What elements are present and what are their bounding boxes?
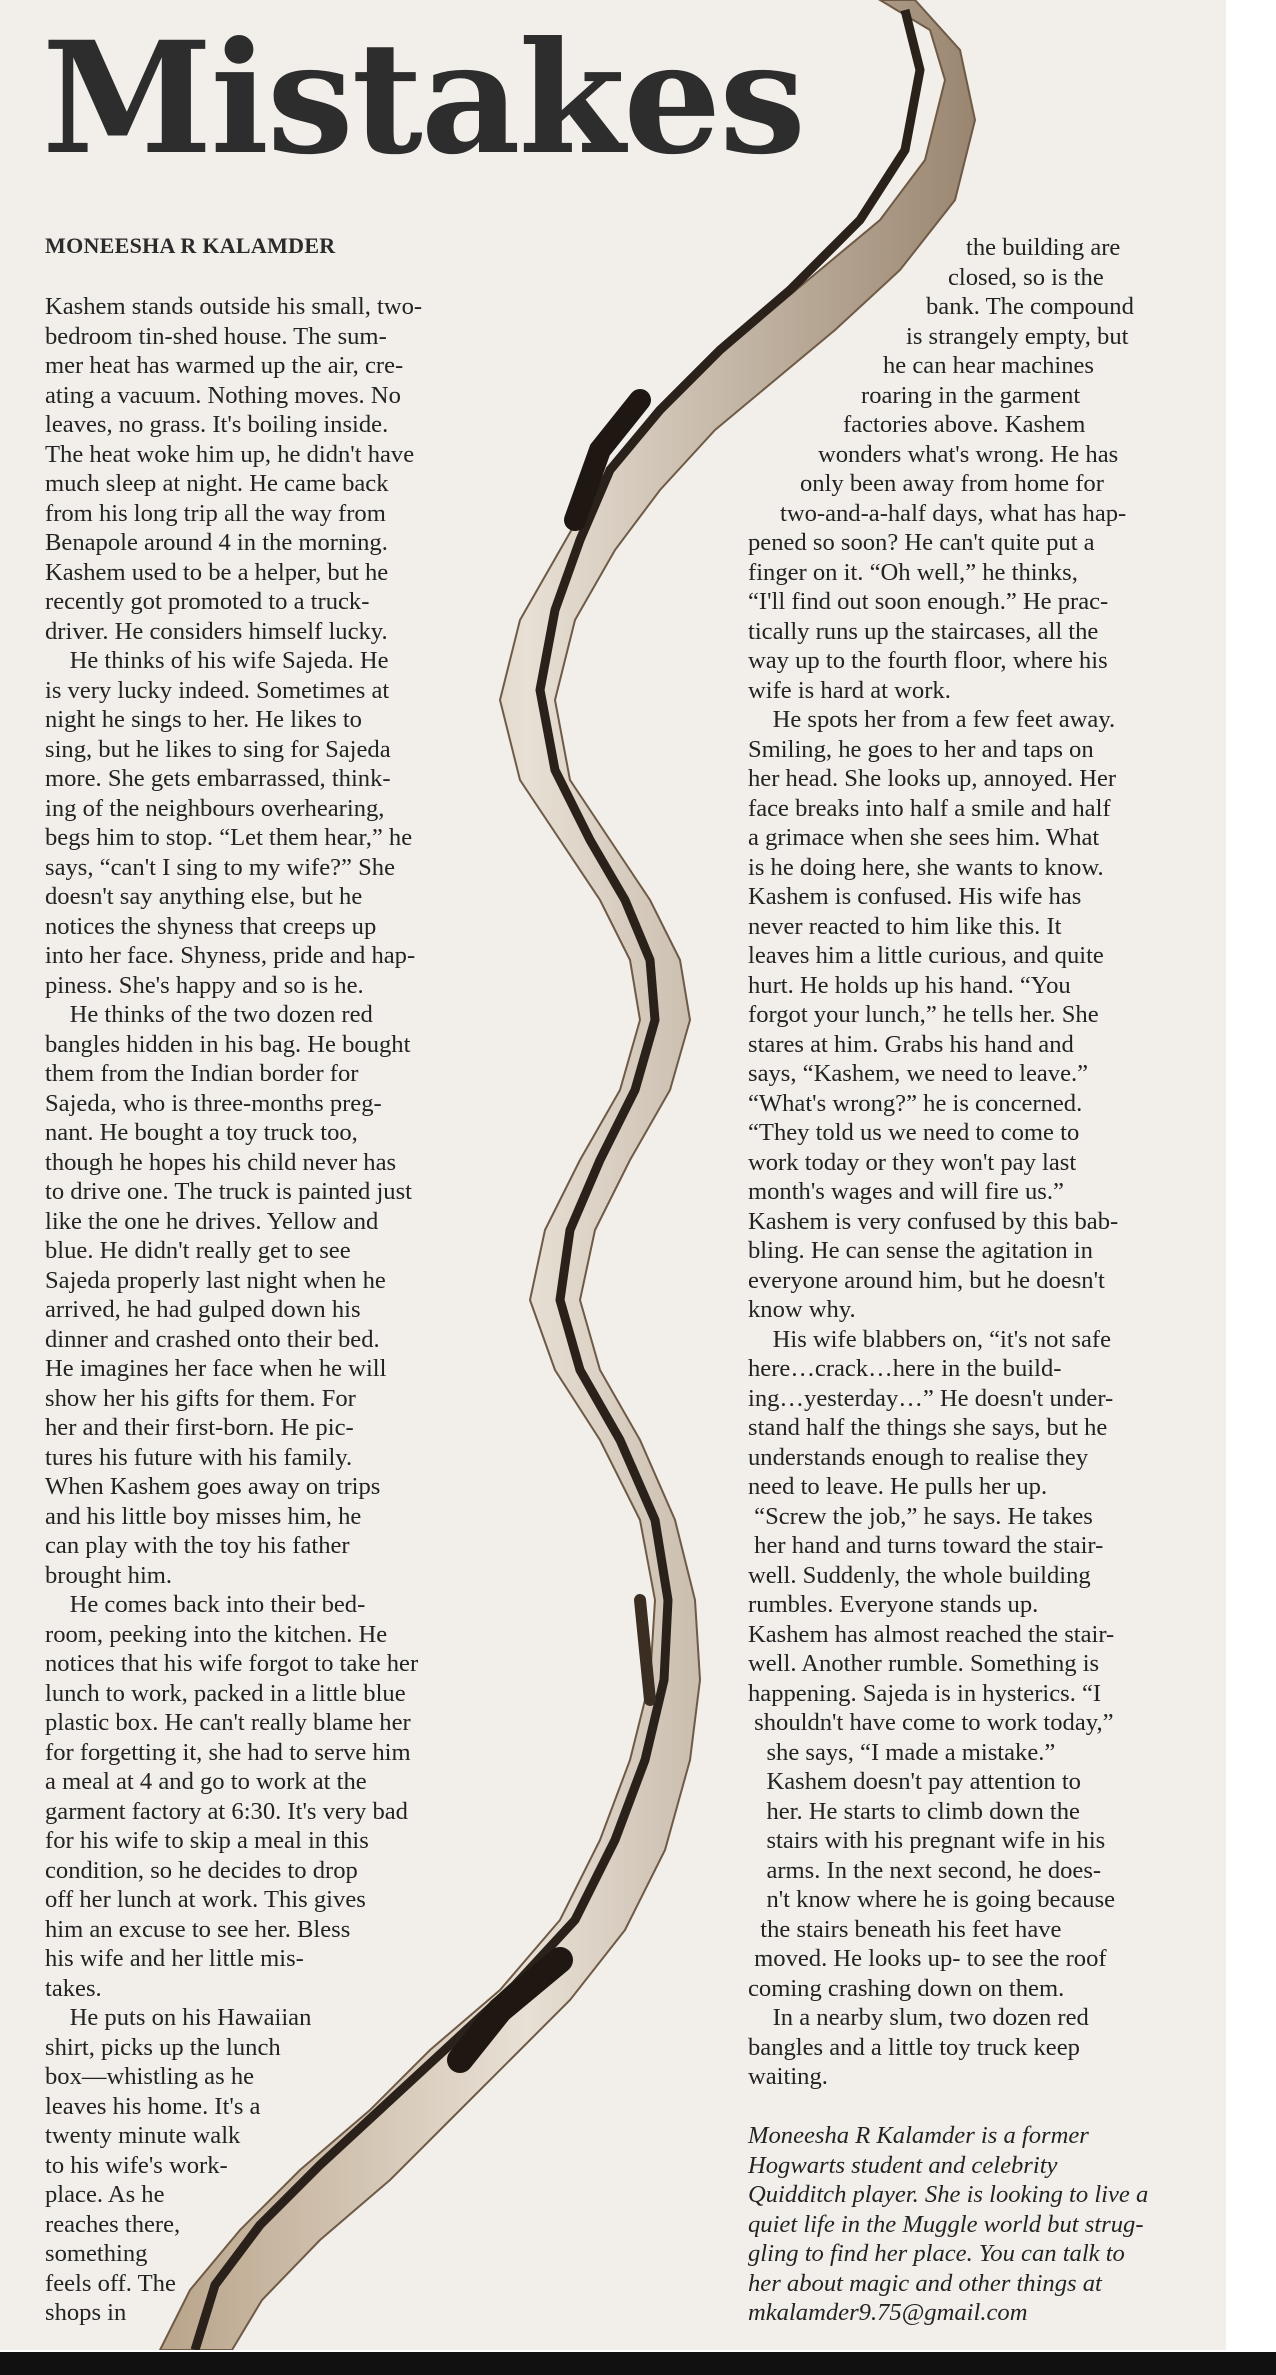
author-bio-line: quiet life in the Muggle world but strug-: [748, 2210, 1144, 2238]
article-text-line: to drive one. The truck is painted just: [45, 1178, 413, 1205]
article-text-line: bedroom tin-shed house. The sum-: [45, 322, 387, 350]
article-text-line: shouldn't have come to work today,”: [748, 1709, 1114, 1736]
author-bio-line: mkalamder9.75@gmail.com: [748, 2299, 1028, 2326]
article-text-line: him an excuse to see her. Bless: [45, 1915, 351, 1943]
article-text-line: only been away from home for: [800, 470, 1104, 497]
article-text-line: bank. The compound: [926, 293, 1134, 320]
article-text-line: is very lucky indeed. Sometimes at: [45, 676, 390, 704]
article-text-line: her hand and turns toward the stair-: [748, 1532, 1104, 1559]
article-text-line: Kashem has almost reached the stair-: [748, 1620, 1115, 1648]
article-text-line: place. As he: [45, 2181, 165, 2208]
article-text-line: feels off. The: [45, 2269, 176, 2297]
article-text-line: When Kashem goes away on trips: [45, 1473, 381, 1500]
article-text-line: never reacted to him like this. It: [748, 912, 1062, 940]
article-text-line: everyone around him, but he doesn't: [748, 1266, 1105, 1294]
article-text-line: waiting.: [748, 2063, 828, 2090]
article-text-line: can play with the toy his father: [45, 1532, 350, 1559]
article-text-line: forgot your lunch,” he tells her. She: [748, 1001, 1099, 1028]
article-text-line: blue. He didn't really get to see: [45, 1237, 351, 1264]
article-text-line: stares at him. Grabs his hand and: [748, 1030, 1074, 1058]
article-text-line: and his little boy misses him, he: [45, 1502, 362, 1530]
article-text-line: room, peeking into the kitchen. He: [45, 1620, 388, 1648]
article-text-line: stairs with his pregnant wife in his: [748, 1827, 1106, 1854]
article-text-line: bangles hidden in his bag. He bought: [45, 1030, 411, 1058]
article-text-line: His wife blabbers on, “it's not safe: [748, 1325, 1112, 1353]
article-text-line: “I'll find out soon enough.” He prac-: [748, 588, 1109, 615]
article-text-line: n't know where he is going because: [748, 1886, 1116, 1913]
article-text-line: Kashem stands outside his small, two-: [45, 293, 423, 320]
article-text-line: Sajeda, who is three-months preg-: [45, 1089, 382, 1117]
article-text-line: reaches there,: [45, 2210, 181, 2238]
article-text-line: much sleep at night. He came back: [45, 470, 389, 497]
article-right-column: [0, 233, 1148, 2328]
article-text-line: off her lunch at work. This gives: [45, 1886, 366, 1913]
article-text-line: something: [45, 2240, 148, 2267]
article-text-line: Kashem is confused. His wife has: [748, 883, 1082, 910]
article-text-line: shirt, picks up the lunch: [45, 2033, 281, 2061]
article-text-line: box—whistling as he: [45, 2063, 255, 2090]
article-text-line: his wife and her little mis-: [45, 1945, 304, 1972]
article-text-line: takes.: [45, 1974, 102, 2002]
article-text-line: dinner and crashed onto their bed.: [45, 1325, 380, 1353]
article-text-line: He imagines her face when he will: [45, 1355, 387, 1382]
article-text-line: twenty minute walk: [45, 2122, 241, 2149]
article-text-line: is he doing here, she wants to know.: [748, 853, 1104, 881]
article-text-line: leaves, no grass. It's boiling inside.: [45, 411, 389, 438]
article-text-line: says, “Kashem, we need to leave.”: [748, 1060, 1089, 1087]
author-bio-line: gling to find her place. You can talk to: [748, 2240, 1125, 2267]
article-text-line: well. Suddenly, the whole building: [748, 1561, 1091, 1589]
article-text-line: she says, “I made a mistake.”: [748, 1738, 1056, 1766]
article-text-line: In a nearby slum, two dozen red: [748, 2004, 1089, 2031]
article-text-line: the stairs beneath his feet have: [748, 1915, 1062, 1943]
article-text-line: her head. She looks up, annoyed. Her: [748, 765, 1117, 792]
article-text-line: here…crack…here in the build-: [748, 1355, 1062, 1382]
article-text-line: leaves him a little curious, and quite: [748, 942, 1104, 969]
article-text-line: to his wife's work-: [45, 2151, 228, 2179]
bottom-border: [0, 2352, 1276, 2375]
article-text-line: begs him to stop. “Let them hear,” he: [45, 824, 413, 851]
article-text-line: he can hear machines: [883, 352, 1094, 379]
article-text-line: them from the Indian border for: [45, 1060, 359, 1087]
article-text-line: a meal at 4 and go to work at the: [45, 1768, 367, 1795]
article-text-line: ing of the neighbours overhearing,: [45, 794, 385, 822]
article-text-line: though he hopes his child never has: [45, 1148, 397, 1176]
article-text-line: Benapole around 4 in the morning.: [45, 529, 388, 556]
article-text-line: night he sings to her. He likes to: [45, 706, 362, 733]
author-bio-line: Moneesha R Kalamder is a former: [748, 2122, 1089, 2149]
article-text-line: Kashem used to be a helper, but he: [45, 558, 389, 586]
article-text-line: “Screw the job,” he says. He takes: [748, 1502, 1093, 1530]
article-text-line: is strangely empty, but: [906, 322, 1129, 350]
author-bio-line: Hogwarts student and celebrity: [748, 2151, 1058, 2179]
article-text-line: ing…yesterday…” He doesn't under-: [748, 1384, 1114, 1412]
article-text-line: tures his future with his family.: [45, 1443, 353, 1471]
paragraph-gap: [0, 2092, 1148, 2122]
article-text-line: He thinks of the two dozen red: [45, 1001, 373, 1028]
article-text-line: factories above. Kashem: [843, 411, 1086, 438]
article-text-line: He comes back into their bed-: [45, 1591, 366, 1618]
article-text-line: bangles and a little toy truck keep: [748, 2033, 1080, 2061]
article-text-line: need to leave. He pulls her up.: [748, 1473, 1048, 1500]
article-text-line: into her face. Shyness, pride and hap-: [45, 942, 416, 969]
article-text-line: the building are: [966, 234, 1121, 261]
article-text-line: happening. Sajeda is in hysterics. “I: [748, 1679, 1102, 1707]
article-text-line: “They told us we need to come to: [748, 1119, 1080, 1146]
article-text-line: like the one he drives. Yellow and: [45, 1207, 379, 1235]
article-text-line: well. Another rumble. Something is: [748, 1650, 1100, 1677]
article-text-line: a grimace when she sees him. What: [748, 824, 1100, 851]
article-text-line: garment factory at 6:30. It's very bad: [45, 1797, 408, 1825]
article-text-line: know why.: [748, 1296, 856, 1323]
article-text-line: two-and-a-half days, what has hap-: [780, 499, 1127, 527]
article-text-line: mer heat has warmed up the air, cre-: [45, 352, 404, 379]
article-text-line: Kashem is very confused by this bab-: [748, 1207, 1119, 1235]
article-text-line: closed, so is the: [948, 263, 1104, 291]
article-text-line: says, “can't I sing to my wife?” She: [45, 853, 396, 881]
article-title: Mistakes: [42, 8, 804, 189]
article-text-line: from his long trip all the way from: [45, 499, 386, 527]
article-text-line: hurt. He holds up his hand. “You: [748, 971, 1071, 999]
article-text-line: wonders what's wrong. He has: [818, 440, 1119, 468]
article-text-line: for forgetting it, she had to serve him: [45, 1738, 411, 1766]
article-text-line: tically runs up the staircases, all the: [748, 617, 1099, 645]
article-text-line: month's wages and will fire us.”: [748, 1178, 1064, 1205]
article-text-line: way up to the fourth floor, where his: [748, 647, 1108, 674]
article-text-line: He thinks of his wife Sajeda. He: [45, 647, 389, 674]
article-text-line: “What's wrong?” he is concerned.: [748, 1089, 1083, 1117]
article-text-line: bling. He can sense the agitation in: [748, 1237, 1093, 1264]
article-text-line: notices the shyness that creeps up: [45, 912, 377, 940]
article-text-line: arms. In the next second, he does-: [748, 1856, 1102, 1884]
author-bio-line: her about magic and other things at: [748, 2269, 1102, 2297]
article-text-line: understands enough to realise they: [748, 1443, 1089, 1471]
article-text-line: her and their first-born. He pic-: [45, 1414, 354, 1441]
article-text-line: ating a vacuum. Nothing moves. No: [45, 381, 401, 409]
article-text-line: Smiling, he goes to her and taps on: [748, 735, 1094, 763]
article-text-line: coming crashing down on them.: [748, 1974, 1065, 2002]
article-text-line: arrived, he had gulped down his: [45, 1296, 361, 1323]
article-text-line: work today or they won't pay last: [748, 1148, 1077, 1176]
article-text-line: shops in: [45, 2299, 127, 2326]
article-text-line: finger on it. “Oh well,” he thinks,: [748, 558, 1078, 586]
article-text-line: recently got promoted to a truck-: [45, 588, 370, 615]
article-text-line: roaring in the garment: [861, 381, 1081, 409]
article-text-line: brought him.: [45, 1561, 173, 1589]
article-text-line: plastic box. He can't really blame her: [45, 1709, 411, 1736]
article-text-line: Sajeda properly last night when he: [45, 1266, 386, 1294]
article-text-line: condition, so he decides to drop: [45, 1856, 358, 1884]
article-text-line: notices that his wife forgot to take her: [45, 1650, 419, 1677]
article-text-line: leaves his home. It's a: [45, 2092, 261, 2120]
author-bio-line: Quidditch player. She is looking to live a: [748, 2181, 1149, 2208]
article-text-line: more. She gets embarrassed, think-: [45, 765, 391, 792]
article-text-line: lunch to work, packed in a little blue: [45, 1679, 406, 1707]
article-text-line: doesn't say anything else, but he: [45, 883, 363, 910]
article-text-line: He puts on his Hawaiian: [45, 2004, 312, 2031]
article-text-line: piness. She's happy and so is he.: [45, 971, 364, 999]
article-text-line: moved. He looks up- to see the roof: [748, 1945, 1107, 1972]
article-text-line: rumbles. Everyone stands up.: [748, 1591, 1039, 1618]
article-text-line: show her his gifts for them. For: [45, 1384, 356, 1412]
author-byline: MONEESHA R KALAMDER: [45, 233, 336, 258]
article-text-line: sing, but he likes to sing for Sajeda: [45, 735, 391, 763]
article-text-line: nant. He bought a toy truck too,: [45, 1119, 358, 1146]
article-text-line: for his wife to skip a meal in this: [45, 1827, 369, 1854]
article-text-line: her. He starts to climb down the: [748, 1797, 1080, 1825]
article-text-line: Kashem doesn't pay attention to: [748, 1768, 1081, 1795]
article-text-line: face breaks into half a smile and half: [748, 794, 1111, 822]
article-text-line: pened so soon? He can't quite put a: [748, 529, 1095, 556]
article-text-line: He spots her from a few feet away.: [748, 706, 1116, 733]
article-text-line: The heat woke him up, he didn't have: [45, 440, 415, 468]
article-text-line: stand half the things she says, but he: [748, 1414, 1108, 1441]
article-text-line: wife is hard at work.: [748, 676, 951, 704]
article-text-line: driver. He considers himself lucky.: [45, 617, 388, 645]
